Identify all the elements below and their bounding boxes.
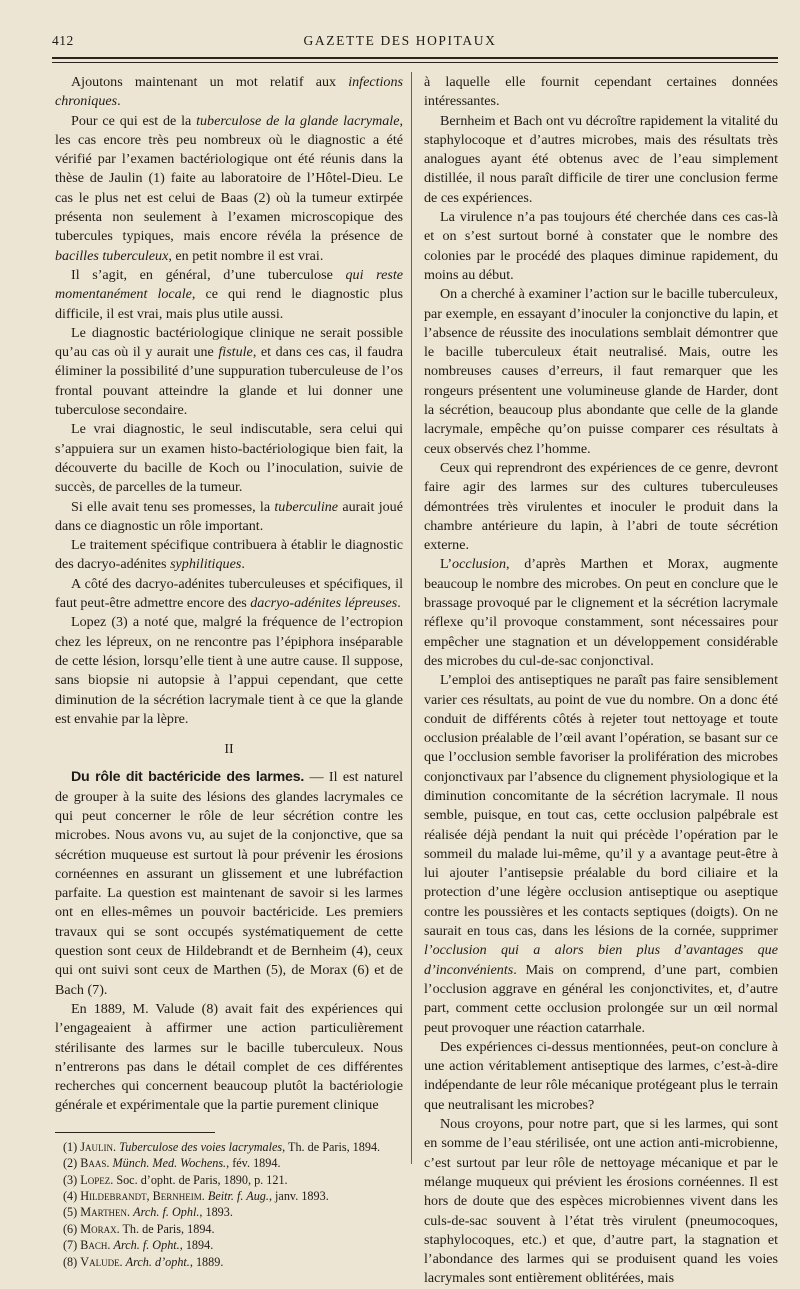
left-column [55, 73, 403, 1270]
footnote: (8) Valude. Arch. d’opht., 1889. [63, 1254, 224, 1269]
header-rule-thin [52, 62, 778, 63]
footnote: (1) Jaulin. Tuberculose des voies lacrymales, Th. de Paris, 1894. [63, 1139, 381, 1154]
paragraph: Le vrai diagnostic, le seul indiscutable, sera celui qui s’appuiera sur un examen histo-bactériologique bien fait, la découverte du bacille de Koch ou l’inoculation, suivie de succès, de parcelles de la tumeur. [55, 421, 403, 496]
footnote: (3) Lopez. Soc. d’opht. de Paris, 1890, p. 121. [63, 1172, 288, 1187]
paragraph: En 1889, M. Valude (8) avait fait des expériences qui l’engageaient à affirmer une action particulièrement stérilisante des larmes sur le bacille tuberculeux. Nous n’entrerons pas dans le détail complet de ces différentes recherches qui concernent beaucoup plutôt la bactériologie générale et expérimentale que la partie purement clinique [55, 1000, 403, 1114]
header-rule [52, 57, 778, 59]
paragraph: Ceux qui reprendront des expériences de ce genre, devront faire agir des larmes sur des cultures tuberculeuses démontrées très virulentes et inoculer le produit dans la chambre antérieure du lapin, à l’abri de toute sécrétion externe. [424, 459, 778, 554]
paragraph: On a cherché à examiner l’action sur le bacille tuberculeux, par exemple, en essayant d’inoculer la conjonctive du lapin, et l’absence de réussite des inoculations semblait démontrer que le bacille tuberculeux était neutralisé. Mais, outre les nombreuses causes d’erreurs, il faut remarquer que les rongeurs présentent une volumineuse glande de Harder, dont la sécrétion, beaucoup plus abondante que celle de la glande lacrymale, empêche qu’on puisse comparer ces résultats à ceux observés chez l’homme. [424, 286, 778, 457]
paragraph: à laquelle elle fournit cependant certaines données intéressantes. [424, 74, 778, 110]
paragraph: Nous croyons, pour notre part, que si les larmes, qui sont en somme de l’eau stérilisée, ont une action anti-microbienne, c’est surtout par leur rôle de nettoyage mécanique et par le mélange muqueux qui prévient les érosions cornéennes. Il est hors de doute que des espèces microbiennes vivent dans les culs-de-sac souvent à l’état très virulent (pneumocoques, staphylocoques, etc.) et que, d’autre part, la stagnation et l’abondance des larmes qui se produisent quand les voies lacrymales sont entièrement oblitérées, mais [424, 1116, 778, 1287]
footnote: (7) Bach. Arch. f. Opht., 1894. [63, 1238, 214, 1253]
paragraph: Le diagnostic bactériologique clinique ne serait possible qu’au cas où il y aurait une fistule, et dans ces cas, il faudra éliminer la possibilité d’une suppuration tuberculeuse de l’os frontal pouvant atteindre la glande et lui donner une tuberculose secondaire. [55, 324, 403, 419]
page-number: 412 [52, 33, 74, 48]
running-head: GAZETTE DES HOPITAUX [303, 33, 497, 48]
paragraph: Des expériences ci-dessus mentionnées, peut-on conclure à une action véritablement antiseptique des larmes, c’est-à-dire indépendante de leur rôle mécanique protégeant plus le terrain que neutralisant les microbes? [424, 1038, 778, 1113]
paragraph: Bernheim et Bach ont vu décroître rapidement la vitalité du staphylocoque et d’autres microbes, mais des résultats très analogues ayant été obtenus avec de l’eau simplement distillée, il nous paraît difficile de tirer une conclusion ferme de ces expériences. [424, 112, 778, 206]
paragraph: Pour ce qui est de la tuberculose de la glande lacrymale, les cas encore très peu nombreux où le diagnostic a été vérifié par l’examen bactériologique ont été réunis dans la thèse de Jaulin (1) faite au laboratoire de l’Hôtel-Dieu. Le cas le plus net est celui de Baas (2) où la tumeur extirpée présenta non seulement à l’examen microscopique des tubercules typiques, mais encore révéla la présence de bacilles tuberculeux, en petit nombre il est vrai. [55, 112, 403, 264]
paragraph: Si elle avait tenu ses promesses, la tuberculine aurait joué dans ce diagnostic un rôle important. [55, 498, 403, 534]
paragraph: Ajoutons maintenant un mot relatif aux infections chroniques. [55, 74, 403, 110]
paragraph: Du rôle dit bactéricide des larmes. — Il est naturel de grouper à la suite des lésions des glandes lacrymales ce qui peut concerner le rôle de leur sécrétion contre les microbes. Nous avons vu, au sujet de la conjonctive, que sa sécrétion muqueuse est surtout là pour prévenir les érosions cornéennes en assurant un glissement et une lubréfaction parfaite. La question est maintenant de savoir si les larmes ont en elles-mêmes un pouvoir bactéricide. Les premiers travaux qui se sont occupés systématiquement de cette question sont ceux de Hildebrandt et de Bernheim (4), ceux qui ont suivi sont ceux de Marthen (5), de Morax (6) et de Bach (7). [55, 769, 403, 998]
paragraph: Il s’agit, en général, d’une tuberculose qui reste momentanément locale, ce qui rend le diagnostic plus difficile, il est vrai, mais plus utile aussi. [55, 266, 403, 322]
paragraph: Lopez (3) a noté que, malgré la fréquence de l’ectropion chez les lépreux, on ne rencontre pas l’épiphora inséparable de cette lésion, lorsqu’elle tient à une autre cause. Il suppose, sans biopsie ni autopsie à l’appui cependant, que cette diminution de la sécrétion lacrymale tient à ce que la glande est envahie par la lèpre. [55, 614, 403, 727]
footnote: (2) Baas. Münch. Med. Wochens., fév. 1894. [63, 1156, 281, 1171]
footnote: (6) Morax. Th. de Paris, 1894. [63, 1221, 215, 1236]
footnote: (4) Hildebrandt, Bernheim. Beitr. f. Aug., janv. 1893. [63, 1188, 329, 1203]
right-column [424, 73, 778, 1289]
footnote: (5) Marthen. Arch. f. Ophl., 1893. [63, 1205, 233, 1220]
paragraph: L’occlusion, d’après Marthen et Morax, augmente beaucoup le nombre des microbes. On peut en conclure que le brassage provoqué par le clignement et la sécrétion lacrymale réflexe qu’il provoque constamment, sont nécessaires pour empêcher une stagnation et un développement considérable des microbes du cul-de-sac conjonctival. [424, 556, 778, 669]
footnote-rule [55, 1132, 215, 1133]
footnotes [55, 1139, 403, 1270]
column-divider [411, 72, 412, 1164]
paragraph: Le traitement spécifique contribuera à établir le diagnostic des dacryo-adénites syphilitiques. [55, 537, 403, 573]
section-title: Du rôle dit bactéricide des larmes. [71, 769, 305, 786]
section-number: II [224, 742, 234, 758]
paragraph: L’emploi des antiseptiques ne paraît pas faire sensiblement varier ces résultats, au point de vue du nombre. On a donc été conduit de différents côtés à rejeter tout nettoyage et toute occlusion préalable de l’œil avant l’opération, se basant sur ce que l’occlusion semble favoriser la prolifération des microbes conjonctivaux par l’absence du clignement physiologique et la diminution concomitante de la sécrétion lacrymale. Il nous semble, puisque, en tout cas, cette occlusion palpébrale est réalisée déjà pendant la nuit qui précède l’opération par le sommeil du malade lui-même, qu’il y a avantage peut-être à lui ajouter l’antisepsie préalable du bord ciliaire et la protection d’une légère occlusion antiseptique ou aseptique contre les poussières et les contacts septiques (doigts). On ne saurait en tous cas, dans les lésions de la cornée, supprimer l’occlusion qui a alors bien plus d’avantages que d’inconvénients. Mais on comprend, d’une part, combien l’occlusion aggrave en général les conjonctivites, et, d’autre part, comment cette occlusion prolongée sur un œil normal peut provoquer une réaction catarrhale. [424, 672, 778, 1036]
paragraph: La virulence n’a pas toujours été cherchée dans ces cas-là et on s’est surtout borné à constater que le nombre des colonies par le procédé des plaques diminue rapidement, du moins au début. [424, 209, 778, 283]
paragraph: A côté des dacryo-adénites tuberculeuses et spécifiques, il faut peut-être admettre encore des dacryo-adénites lépreuses. [55, 575, 403, 612]
